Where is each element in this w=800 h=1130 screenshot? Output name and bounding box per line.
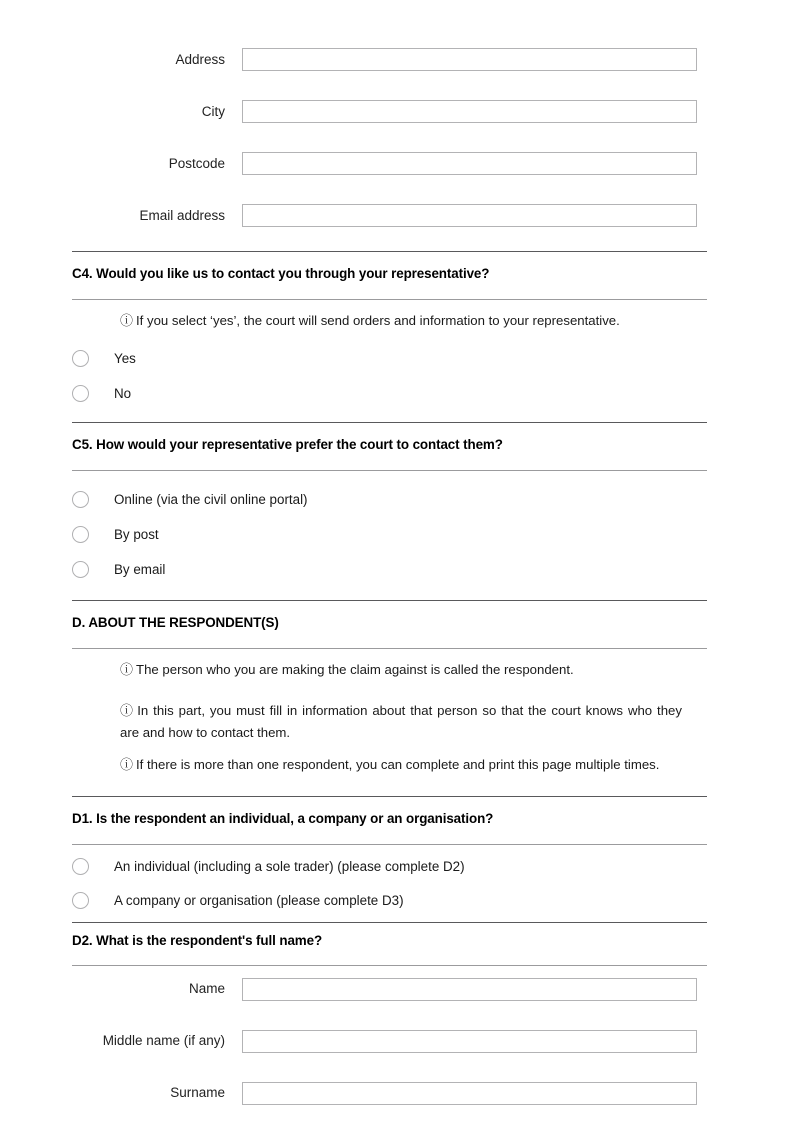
c4-option-yes-label: Yes — [114, 350, 136, 366]
address-input[interactable] — [242, 48, 697, 71]
field-row-middle-name — [0, 1030, 800, 1053]
info-icon: ⓘ — [120, 757, 134, 772]
radio-icon[interactable] — [72, 892, 89, 909]
c4-option-no-label: No — [114, 385, 132, 401]
surname-input[interactable] — [242, 1082, 697, 1105]
middle-name-label: Middle name (if any) — [102, 1033, 225, 1048]
radio-icon[interactable] — [72, 561, 89, 578]
city-label: City — [201, 103, 225, 119]
email-address-input[interactable] — [242, 204, 697, 227]
c5-option-by-email[interactable] — [72, 561, 800, 578]
top-spacer — [0, 0, 800, 48]
info-icon: ⓘ — [120, 313, 134, 328]
radio-icon[interactable] — [72, 491, 89, 508]
field-row-city — [0, 100, 800, 123]
section-d-note-3-text: If there is more than one respondent, you can complete and print this page multiple times. — [136, 757, 660, 772]
c5-option-by-post-label: By post — [114, 526, 159, 542]
section-d-note-1-text: The person who you are making the claim against is called the respondent. — [136, 661, 574, 677]
c5-option-online[interactable] — [72, 491, 800, 508]
info-icon: ⓘ — [120, 661, 134, 677]
radio-icon[interactable] — [72, 385, 89, 402]
section-d-note-3 — [120, 754, 682, 776]
name-input[interactable] — [242, 978, 697, 1001]
section-d-note-2 — [120, 700, 682, 743]
respondent-name-fields — [0, 978, 800, 1105]
c4-option-no[interactable] — [72, 385, 800, 402]
surname-label: Surname — [170, 1085, 225, 1100]
address-label: Address — [175, 51, 225, 67]
d1-option-company[interactable] — [72, 892, 800, 909]
d2-heading: D2. What is the respondent's full name? — [72, 932, 323, 948]
field-row-name — [0, 978, 800, 1001]
c4-option-yes[interactable] — [72, 350, 800, 367]
radio-icon[interactable] — [72, 526, 89, 543]
radio-icon[interactable] — [72, 858, 89, 875]
c5-option-by-email-label: By email — [114, 561, 166, 577]
c4-hint — [120, 310, 682, 332]
radio-icon[interactable] — [72, 350, 89, 367]
email-address-label: Email address — [139, 207, 225, 223]
d1-option-individual-label: An individual (including a sole trader) (please complete D2) — [114, 858, 465, 874]
c4-hint-text: If you select ‘yes’, the court will send orders and information to your representative. — [136, 313, 620, 328]
section-d-note-1 — [120, 659, 682, 681]
c5-option-online-label: Online (via the civil online portal) — [114, 491, 308, 507]
d1-option-company-label: A company or organisation (please complete D3) — [114, 892, 404, 908]
postcode-label: Postcode — [168, 155, 225, 171]
postcode-input[interactable] — [242, 152, 697, 175]
info-icon: ⓘ — [120, 703, 135, 718]
middle-name-input[interactable] — [242, 1030, 697, 1053]
c5-heading: C5. How would your representative prefer the court to contact them? — [72, 436, 503, 452]
field-row-surname — [0, 1082, 800, 1105]
field-row-postcode — [0, 152, 800, 175]
name-label: Name — [188, 981, 225, 996]
section-d-heading: D. ABOUT THE RESPONDENT(S) — [72, 614, 279, 630]
field-row-email-address — [0, 204, 800, 227]
c4-heading: C4. Would you like us to contact you through your representative? — [72, 266, 490, 281]
d1-heading: D1. Is the respondent an individual, a company or an organisation? — [72, 810, 494, 826]
field-row-address — [0, 48, 800, 71]
c5-option-by-post[interactable] — [72, 526, 800, 543]
section-d-note-2-text: In this part, you must fill in information about that person so that the court knows who they are and how to contact them. — [120, 703, 682, 740]
city-input[interactable] — [242, 100, 697, 123]
d1-option-individual[interactable] — [72, 858, 800, 875]
contact-details-fields — [0, 48, 800, 227]
